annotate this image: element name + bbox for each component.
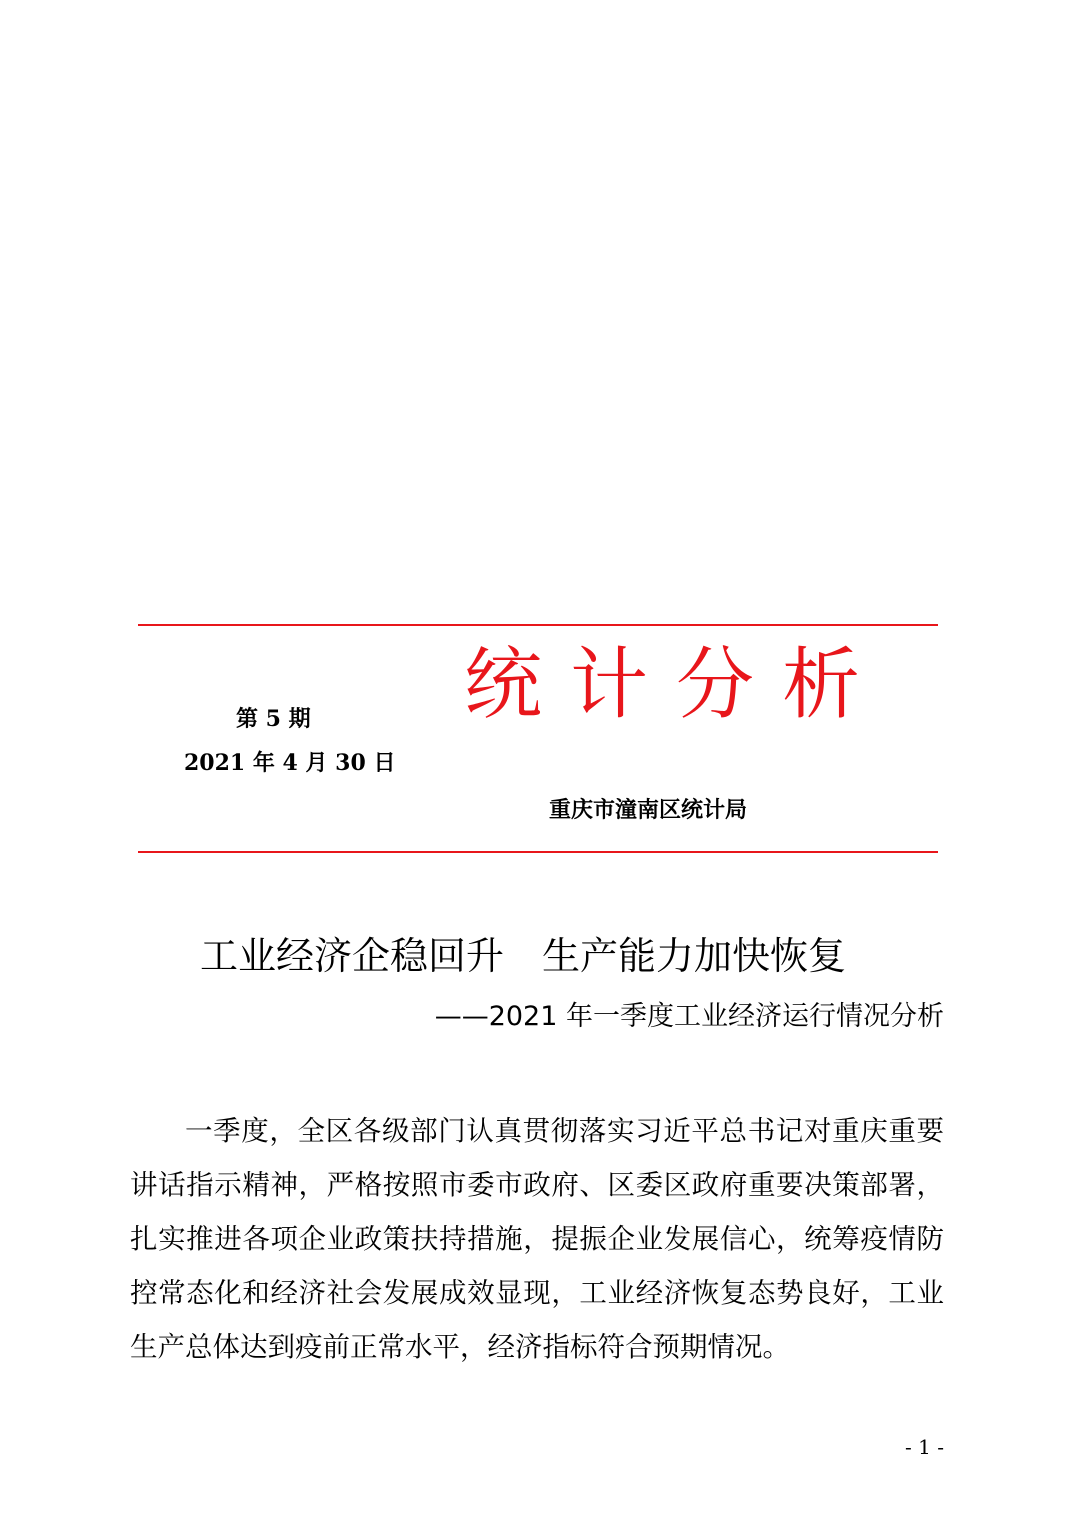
issue-date: 2021 年 4 月 30 日 (184, 750, 396, 776)
masthead-top-rule (138, 624, 938, 626)
masthead-bottom-rule (138, 851, 938, 853)
body-paragraph: 一季度，全区各级部门认真贯彻落实习近平总书记对重庆重要讲话指示精神，严格按照市委市政府、区委区政府重要决策部署，扎实推进各项企业政策扶持措施，提振企业发展信心，统筹疫情防控常态化和经济社会发展成效显现，工业经济恢复态势良好，工业生产总体达到疫前正常水平，经济指标符合预期情况。 (130, 1115, 944, 1363)
article-subtitle: ——2021 年一季度工业经济运行情况分析 (434, 1001, 944, 1032)
article-title: 工业经济企稳回升 生产能力加快恢复 (200, 934, 847, 978)
page-number: - 1 - (905, 1435, 944, 1459)
masthead-title: 统计分析 (464, 640, 889, 730)
publisher-name: 重庆市潼南区统计局 (549, 798, 748, 823)
issue-number: 第 5 期 (236, 706, 311, 732)
